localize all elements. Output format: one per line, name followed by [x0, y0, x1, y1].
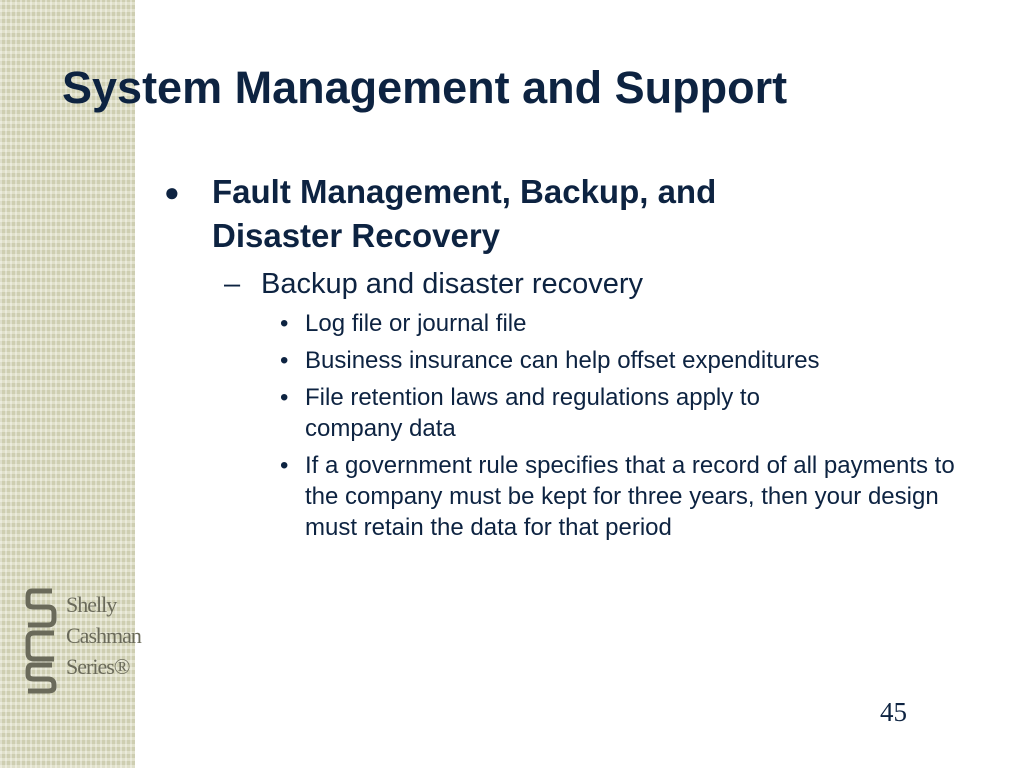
- small-bullet-icon: •: [280, 452, 289, 479]
- list-item-text: Log file or journal file: [305, 310, 527, 337]
- slide-title: System Management and Support: [62, 62, 788, 113]
- level2-bullet: [162, 266, 982, 302]
- small-bullet-icon: •: [280, 347, 289, 374]
- dash-icon: –: [224, 268, 241, 300]
- list-item-text: File retention laws and regulations apply to company data: [305, 384, 760, 442]
- scs-monogram-icon: [24, 585, 58, 695]
- logo-word-series: Series®: [66, 654, 130, 679]
- logo-word-cashman: Cashman: [66, 623, 141, 648]
- list-item: [162, 345, 982, 376]
- small-bullet-icon: •: [280, 384, 289, 411]
- logo-wordmark: [66, 589, 141, 682]
- list-item-text: If a government rule specifies that a record of all payments to the company must be kept for three years, then your design must retain the data for that period: [305, 452, 955, 541]
- list-item: [162, 308, 982, 339]
- list-item: [162, 450, 982, 543]
- level1-heading-line1: Fault Management, Backup, and: [212, 173, 717, 210]
- level3-list: [162, 308, 982, 543]
- logo-word-shelly: Shelly: [66, 592, 117, 617]
- small-bullet-icon: •: [280, 310, 289, 337]
- slide-content: [162, 170, 982, 549]
- list-item: [162, 382, 982, 444]
- bullet-dot-icon: ●: [164, 177, 180, 207]
- list-item-text: Business insurance can help offset expenditures: [305, 347, 820, 374]
- shelly-cashman-logo: [24, 585, 141, 695]
- level2-text: Backup and disaster recovery: [261, 268, 644, 300]
- page-number: 45: [880, 697, 907, 727]
- level1-heading-line2: Disaster Recovery: [212, 217, 501, 254]
- level1-bullet: [162, 170, 982, 258]
